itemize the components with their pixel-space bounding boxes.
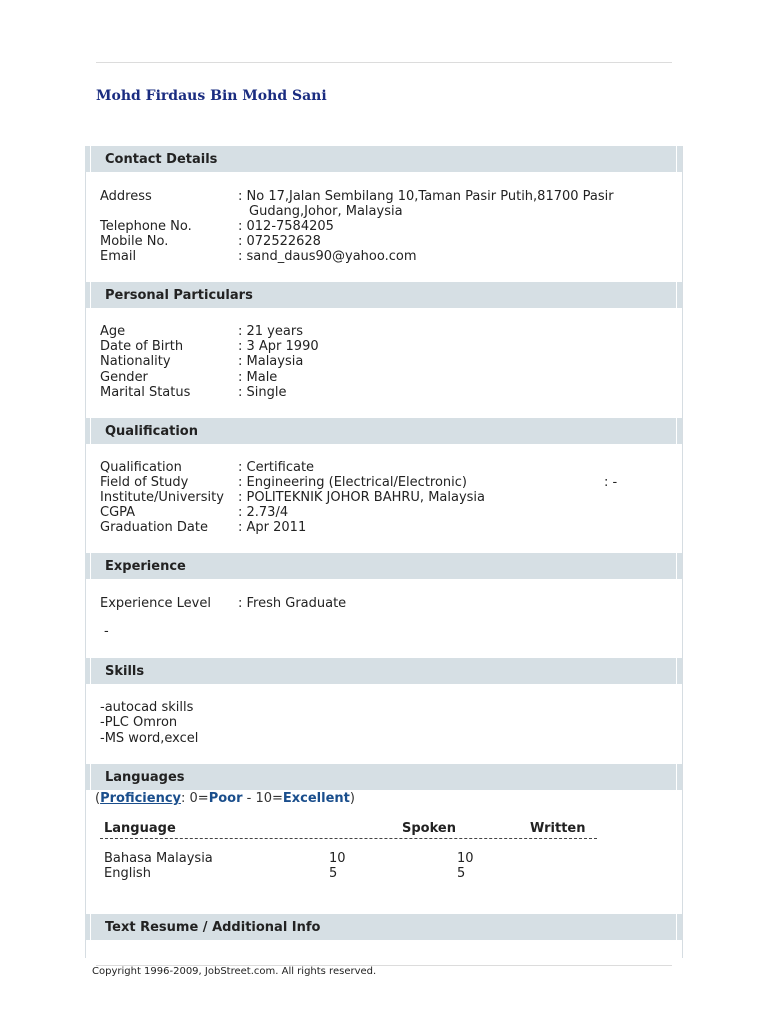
email-label: Email (100, 249, 137, 264)
language-spoken: 10 (329, 851, 346, 866)
proficiency-mid: - 10= (242, 791, 283, 806)
skill-item: -autocad skills (100, 700, 194, 715)
proficiency-link[interactable]: Proficiency (100, 791, 181, 806)
age-label: Age (100, 324, 126, 339)
dob-label: Date of Birth (100, 339, 184, 354)
marital-status-label: Marital Status (100, 385, 191, 400)
experience-level-value: : Fresh Graduate (238, 596, 347, 611)
experience-level-label: Experience Level (100, 596, 211, 611)
right-frame-line (682, 146, 683, 958)
nationality-label: Nationality (100, 354, 171, 369)
age-value: : 21 years (238, 324, 303, 339)
cgpa-label: CGPA (100, 505, 136, 520)
experience-dash: - (104, 624, 109, 639)
table-dashed-divider (100, 838, 597, 840)
address-value-line2: Gudang,Johor, Malaysia (249, 204, 403, 219)
institute-label: Institute/University (100, 490, 224, 505)
language-column-header: Language (104, 821, 176, 836)
address-label: Address (100, 189, 152, 204)
section-header-personal (85, 282, 682, 308)
mobile-label: Mobile No. (100, 234, 169, 249)
language-name: English (104, 866, 151, 881)
telephone-value: : 012-7584205 (238, 219, 334, 234)
cgpa-value: : 2.73/4 (238, 505, 289, 520)
language-written: 5 (457, 866, 466, 881)
skill-item: -PLC Omron (100, 715, 178, 730)
email-value: : sand_daus90@yahoo.com (238, 249, 417, 264)
section-title: Experience (105, 559, 186, 574)
section-header-experience (85, 553, 682, 579)
qualification-value: : Certificate (238, 460, 315, 475)
section-title: Personal Particulars (105, 288, 253, 303)
address-value: : No 17,Jalan Sembilang 10,Taman Pasir Putih,81700 Pasir (238, 189, 614, 204)
top-divider (96, 62, 672, 63)
paren-open: ( (95, 791, 101, 806)
graduation-date-label: Graduation Date (100, 520, 208, 535)
mobile-value: : 072522628 (238, 234, 321, 249)
section-title: Skills (105, 664, 145, 679)
institute-value: : POLITEKNIK JOHOR BAHRU, Malaysia (238, 490, 485, 505)
telephone-label: Telephone No. (100, 219, 192, 234)
section-header-skills (85, 658, 682, 684)
section-header-text-resume (85, 914, 682, 940)
excellent-label: Excellent (282, 791, 350, 806)
copyright-footer: Copyright 1996-2009, JobStreet.com. All rights reserved. (92, 966, 377, 977)
skill-item: -MS word,excel (100, 731, 199, 746)
section-title: Languages (105, 770, 185, 785)
field-of-study-label: Field of Study (100, 475, 189, 490)
left-frame-line (85, 146, 86, 958)
field-of-study-value: : Engineering (Electrical/Electronic) (238, 475, 467, 490)
section-header-qualification (85, 418, 682, 444)
proficiency-legend (95, 791, 355, 806)
graduation-date-value: : Apr 2011 (238, 520, 307, 535)
gender-value: : Male (238, 370, 278, 385)
language-spoken: 5 (329, 866, 338, 881)
section-title: Qualification (105, 424, 198, 439)
language-name: Bahasa Malaysia (104, 851, 213, 866)
spoken-column-header: Spoken (402, 821, 456, 836)
poor-label: Poor (208, 791, 243, 806)
section-header-contact (85, 146, 682, 172)
section-header-languages (85, 764, 682, 790)
paren-close: ) (349, 791, 355, 806)
section-title: Contact Details (105, 152, 218, 167)
written-column-header: Written (530, 821, 586, 836)
proficiency-colon: : 0= (181, 791, 209, 806)
field-of-study-extra: : - (604, 475, 618, 490)
gender-label: Gender (100, 370, 148, 385)
nationality-value: : Malaysia (238, 354, 304, 369)
dob-value: : 3 Apr 1990 (238, 339, 319, 354)
candidate-name: Mohd Firdaus Bin Mohd Sani (96, 88, 327, 104)
qualification-label: Qualification (100, 460, 182, 475)
marital-status-value: : Single (238, 385, 287, 400)
section-title: Text Resume / Additional Info (105, 920, 321, 935)
language-written: 10 (457, 851, 474, 866)
